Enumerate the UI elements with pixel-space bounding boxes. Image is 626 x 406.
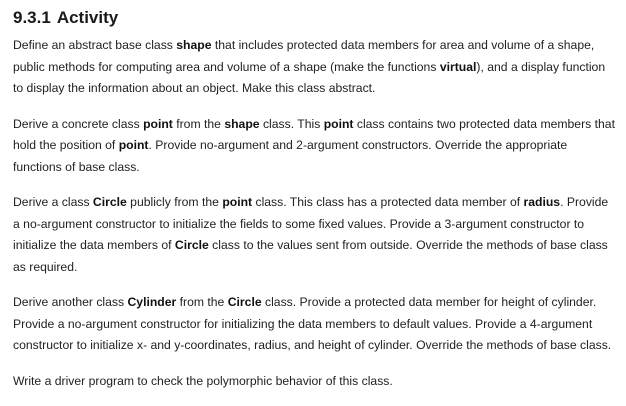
- bold-term: Circle: [174, 238, 209, 252]
- text-segment: from the: [176, 295, 228, 309]
- text-segment: class. Provide a protected data member for height of cylinder. Provide a no-argument constructor for initializing the data members to default values. Provide a 4-argument constructor to initialize x- and y-coordinates, radius, and height of cylinder. Override the methods of base class.: [13, 295, 612, 352]
- bold-term: shape: [176, 38, 212, 52]
- text-segment: class. This class has a protected data member of: [252, 195, 524, 209]
- paragraph-list: [13, 35, 618, 392]
- text-segment: . Provide no-argument and 2-argument constructors. Override the appropriate functions of base class.: [13, 138, 568, 174]
- text-segment: that includes protected data members for area and volume of a shape, public methods for computing area and volume of a shape (make the functions: [13, 38, 595, 74]
- paragraph: [13, 292, 618, 357]
- text-segment: class contains two protected data members that hold the position of: [13, 116, 615, 152]
- text-segment: from the: [172, 116, 225, 131]
- bold-term: point: [323, 116, 354, 131]
- text-segment: Derive a class: [13, 195, 93, 209]
- section-number: 9.3.1: [13, 8, 51, 27]
- paragraph: [13, 114, 618, 179]
- text-segment: ), and a display function to display the information about an object. Make this class abstract.: [13, 59, 606, 95]
- text-segment: Derive a concrete class: [13, 116, 144, 131]
- text-segment: class. This: [259, 116, 324, 131]
- bold-term: shape: [224, 116, 260, 131]
- section-heading: [13, 7, 618, 29]
- text-segment: Write a driver program to check the polymorphic behavior of this class.: [13, 373, 393, 388]
- document-body: [13, 7, 618, 406]
- text-segment: class to the values sent from outside. Override the methods of base class as required.: [13, 238, 608, 274]
- section-title: Activity: [56, 8, 119, 27]
- bold-term: virtual: [439, 59, 477, 74]
- bold-term: point: [222, 195, 253, 209]
- bold-term: point: [118, 138, 149, 152]
- paragraph: [13, 192, 618, 278]
- bold-term: point: [143, 116, 173, 131]
- bold-term: Circle: [227, 295, 262, 309]
- bold-term: Circle: [92, 195, 127, 209]
- paragraph: [13, 371, 618, 393]
- text-segment: Define an abstract base class: [13, 38, 177, 52]
- text-segment: Derive another class: [13, 295, 128, 309]
- text-segment: . Provide a no-argument constructor to initialize the fields to some fixed values. Provide a 3-argument constructor to initialize the data members of: [13, 195, 609, 252]
- bold-term: Cylinder: [127, 295, 177, 309]
- bold-term: radius: [523, 195, 561, 209]
- paragraph: [13, 35, 618, 100]
- text-segment: publicly from the: [126, 195, 223, 209]
